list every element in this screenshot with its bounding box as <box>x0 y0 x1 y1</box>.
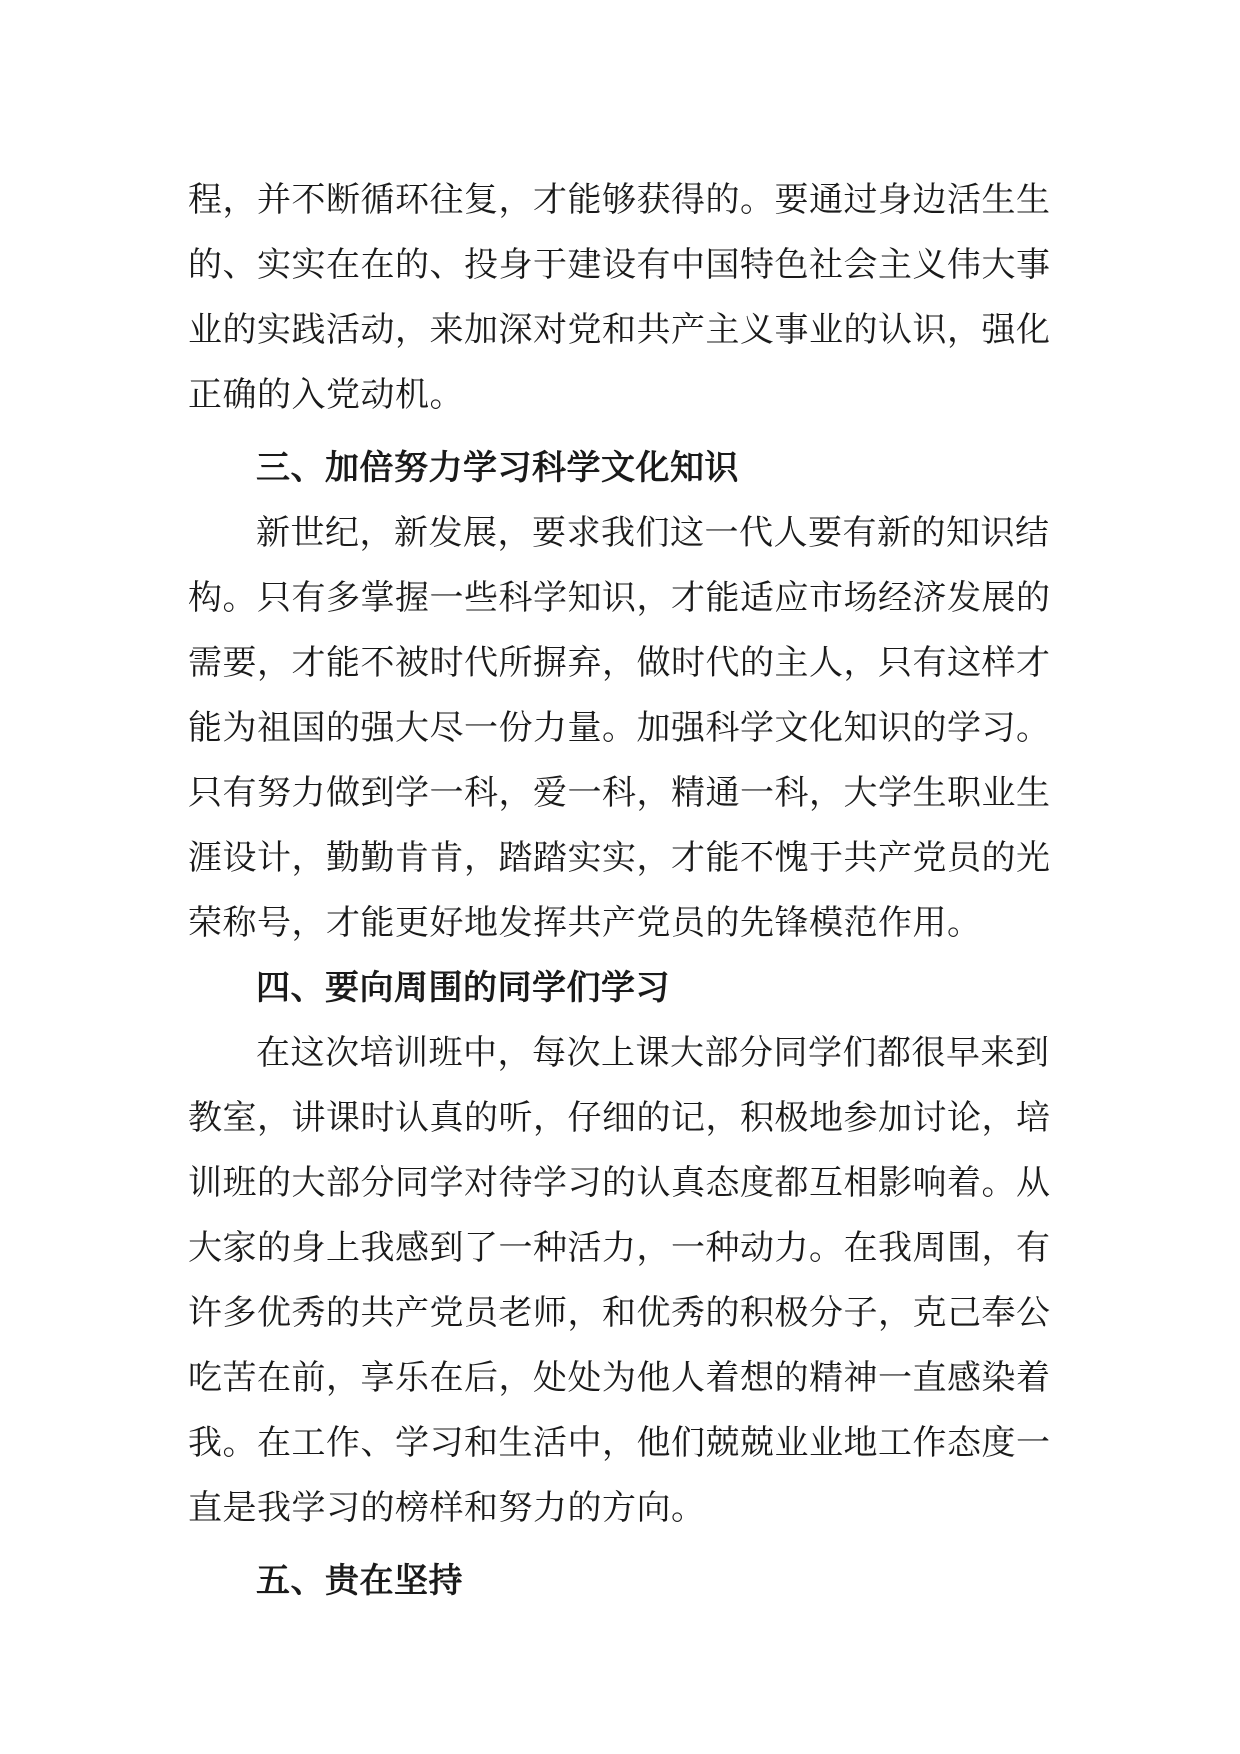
text-line: 的、实实在在的、投身于建设有中国特色社会主义伟大事 <box>188 245 1051 285</box>
text-line: 能为祖国的强大尽一份力量。加强科学文化知识的学习。 <box>188 708 1051 748</box>
text-line: 涯设计，勤勤肯肯，踏踏实实，才能不愧于共产党员的光 <box>188 838 1051 878</box>
document-body <box>188 168 1060 1614</box>
text-line: 业的实践活动，来加深对党和共产主义事业的认识，强化 <box>188 310 1051 350</box>
section-heading-5: 五、贵在坚持 <box>256 1561 463 1601</box>
text-line: 大家的身上我感到了一种活力，一种动力。在我周围，有 <box>188 1228 1051 1268</box>
text-line: 需要，才能不被时代所摒弃，做时代的主人，只有这样才 <box>188 643 1051 683</box>
text-line: 在这次培训班中，每次上课大部分同学们都很早来到 <box>256 1033 1050 1073</box>
paragraph-continued <box>188 168 1060 428</box>
text-line: 吃苦在前，享乐在后，处处为他人着想的精神一直感染着 <box>188 1358 1051 1398</box>
paragraph <box>188 501 1060 956</box>
text-line: 我。在工作、学习和生活中，他们兢兢业业地工作态度一 <box>188 1423 1051 1463</box>
section-heading-3: 三、加倍努力学习科学文化知识 <box>256 448 739 488</box>
section-heading-4: 四、要向周围的同学们学习 <box>256 968 670 1008</box>
text-line: 许多优秀的共产党员老师，和优秀的积极分子，克己奉公 <box>188 1293 1051 1333</box>
text-line: 只有努力做到学一科，爱一科，精通一科，大学生职业生 <box>188 773 1051 813</box>
text-line: 程，并不断循环往复，才能够获得的。要通过身边活生生 <box>188 180 1051 220</box>
text-line: 直是我学习的榜样和努力的方向。 <box>188 1488 706 1528</box>
text-line: 新世纪，新发展，要求我们这一代人要有新的知识结 <box>256 513 1050 553</box>
text-line: 构。只有多掌握一些科学知识，才能适应市场经济发展的 <box>188 578 1051 618</box>
text-line: 正确的入党动机。 <box>188 375 464 415</box>
text-line: 教室，讲课时认真的听，仔细的记，积极地参加讨论，培 <box>188 1098 1051 1138</box>
paragraph <box>188 1021 1060 1541</box>
text-line: 训班的大部分同学对待学习的认真态度都互相影响着。从 <box>188 1163 1051 1203</box>
text-line: 荣称号，才能更好地发挥共产党员的先锋模范作用。 <box>188 903 982 943</box>
